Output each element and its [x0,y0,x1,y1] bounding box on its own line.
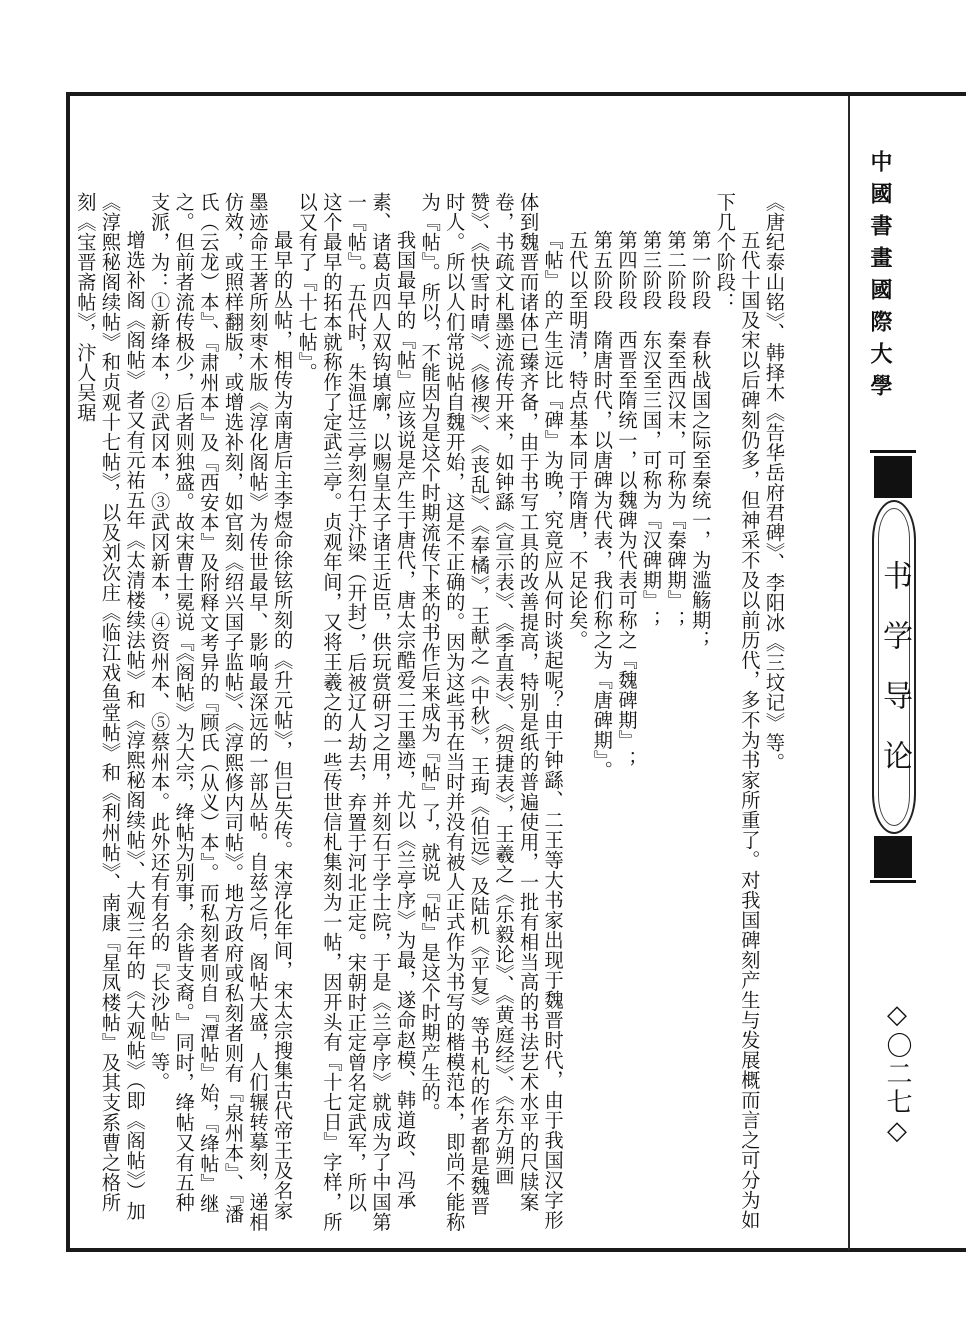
paragraph: 《唐纪泰山铭》、韩择木《告华岳府君碑》、李阳冰《三坟记》等。 [763,192,786,773]
book-title: 书学导论 [877,560,912,800]
paragraph: 五代十国及宋以后碑刻仍多，但神采不及以前历代，多不为书家所重了。对我国碑刻产生与发展概而言之可分为如下几个阶段： [713,192,762,1231]
page-number: ◇〇二七◇ [882,1000,912,1148]
stage-item: 第五阶段 隋唐时代，以唐碑为代表，我们称之为『唐碑期』。 [590,230,614,781]
stage-item: 第一阶段 春秋战国之际至秦统一，为滥觞期； [689,230,713,651]
paragraph: 五代以至明清，特点基本同于隋唐，不足论矣。 [566,230,590,651]
paragraph: 增选补阁《阁帖》者又有元祐五年《太清楼续法帖》和《淳熙秘阁续帖》、大观三年的《大观帖》（即《阁帖》）加《淳熙秘阁续帖》和贞观十七帖》，以及刘次庄《临江戏鱼堂帖》和《利州帖》、南康『星凤楼帖』及其支系曹之格所刻《宝晋斋帖》，汴人吴琚 [74,192,147,1222]
stage-item: 第四阶段 西晋至隋统一，以魏碑为代表可称之『魏碑期』； [615,230,639,771]
university-header: 中國書畫國際大學 [867,150,893,406]
stage-item: 第三阶段 东汉至三国，可称为『汉碑期』； [640,230,664,631]
ornament-block-bottom [874,836,912,878]
paragraph: 最早的丛帖，相传为南唐后主李煜命徐铉所刻的《升元帖》，但已失传。宋淳化年间，宋太宗搜集古代帝王及名家墨迹命王著所刻枣木版《淳化阁帖》为传世最早、影响最深远的一部丛帖。自兹之后，阁帖大盛，人们辗转摹刻，递相仿效，或照样翻版，或增选补刻，如官刻《绍兴国子监帖》、《淳熙修内司帖》。地方政府或私刻者则有『泉州本』、『潘氏（云龙）本』、『肃州本』及『西安本』及附释文考异的『顾氏（从义）本』。而私刻者则自『潭帖』始，『绛帖』继之。但前者流传极少，后者则独盛。故宋曹士冕说『《阁帖》为大宗，绛帖为别事，余皆支裔。』同时，绛帖又有五种支派，为：①新绛本，②武冈本，③武冈新本，④资州本、⑤蔡州本。此外还有有名的『长沙帖』等。 [148,192,295,1232]
ornament-block-top [874,456,912,498]
paragraph: 『帖』的产生远比『碑』为晚，究竟应从何时谈起呢？由于钟繇、二王等大书家出现于魏晋时代，由于我国汉字形体到魏晋而诸体已臻齐备，由于书写工具的改善提高，特别是纸的普遍使用，一批有相当高的书法艺术水平的尺牍案卷，书疏文札墨迹流传开来，如钟繇《宣示表》、《季直表》、《贺捷表》，王羲之《乐毅论》、《黄庭经》、《东方朔画赞》、《快雪时晴》、《修禊》、《丧乱》、《奉橘》，王献之《中秋》，王珣《伯远》及陆机《平复》等书札的作者都是魏晋时人。所以人们常说帖自魏开始，这是不正确的。因为这些书在当时并没有被人正式作为书写的楷模范本，即尚不能称为『帖』。所以，不能因为是这个时期流传下来的书作后来成为『帖』了，就说『帖』是这个时期产生的。 [418,192,565,1232]
ornament-line-top [870,450,916,453]
body-text [74,192,786,1232]
ornament-line-bottom [870,880,916,883]
paragraph: 我国最早的『帖』应该说是产生于唐代，唐太宗酷爱二王墨迹，尤以《兰亭序》为最，遂命赵模、韩道政、冯承素、诸葛贞四人双钩填廓，以赐皇太子诸王近臣，供玩赏研习之用，并刻石于学士院，于是《兰亭序》就成为了中国第一『帖』。五代时，朱温迁兰亭刻石于汴梁（开封），后被辽人劫去，弃置于河北正定。宋朝时正定曾名定武军，所以这个最早的拓本就称作了定武兰亭。贞观年间，又将王羲之的一些传世信札集刻为一帖，因开头有『十七日』字样，所以又有了『十七帖』。 [295,192,418,1232]
margin-divider [848,96,850,1250]
stage-item: 第二阶段 秦至西汉末，可称为『秦碑期』； [664,230,688,631]
